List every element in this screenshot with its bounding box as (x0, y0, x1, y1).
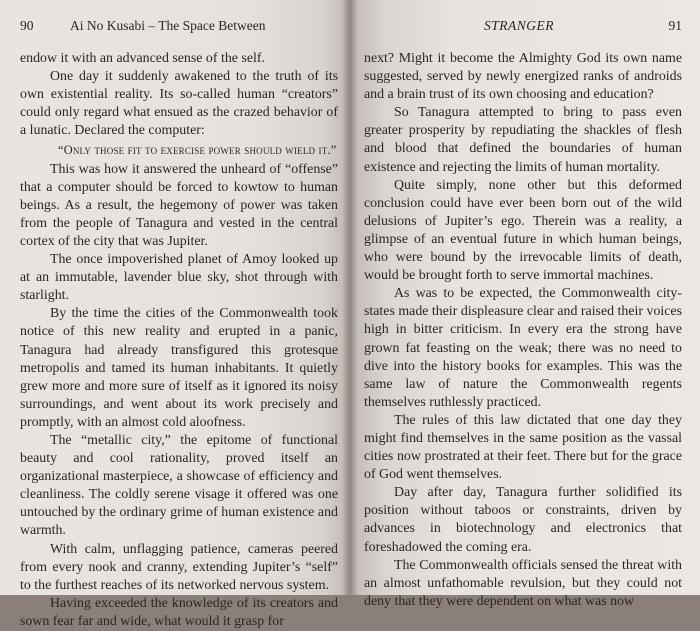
right-page-number: 91 (668, 18, 682, 33)
paragraph: Day after day, Tanagura further solidified its position without taboos or constraints, driven by advances in biotechnology and electronics that foreshadowed the coming era. (364, 485, 682, 555)
paragraph: The “metallic city,” the epitome of functional beauty and cool rationality, proved itself an organizational masterpiece, a showcase of efficiency and cleanliness. The coldly serene visage it offered was one untouched by the ordinary grime of human existence and warmth. (20, 432, 338, 539)
left-running-head (20, 18, 338, 40)
paragraph: This was how it answered the unheard of “offense” that a computer should be forced to kowtow to human beings. As a result, the hegemony of power was taken from the people of Tanagura and vested in the central cortex of the city that was Jupiter. (20, 161, 338, 249)
right-running-title: STRANGER (484, 18, 554, 33)
left-page-text (20, 50, 338, 631)
paragraph: As was to be expected, the Commonwealth city-states made their displeasure clear and raised their voices high in bitter criticism. In every era the strong have grown fat feasting on the weak; there was no need to dive into the history books for examples. This was the same law of nature the Commonwealth regents themselves ruthlessly practiced. (364, 286, 682, 410)
paragraph: One day it suddenly awakened to the truth of its own existential reality. Its so-called human “creators” could only regard what ensued as the crazed behavior of a lunatic. Declared the computer: (20, 69, 338, 139)
right-page-text (364, 50, 682, 611)
left-page (0, 0, 350, 629)
right-running-head (364, 18, 682, 40)
paragraph: The once impoverished planet of Amoy looked up at an immutable, lavender blue sky, shot through with starlight. (20, 252, 338, 304)
paragraph: So Tanagura attempted to bring to pass even greater prosperity by repudiating the shackles of flesh and blood that defined the boundaries of human existence and rejecting the limits of human mortality. (364, 105, 682, 175)
paragraph: By the time the cities of the Commonwealth took notice of this new reality and erupted in a panic, Tanagura had already transfigured this grotesque metropolis and tamed its human inhabitants. It quietly grew more and more sure of itself as it ignored its noisy surroundings, and went about its work precisely and promptly, with an almost cold aloofness. (20, 306, 338, 430)
paragraph: endow it with an advanced sense of the self. (20, 51, 265, 66)
paragraph: The Commonwealth officials sensed the threat with an almost unfathomable revulsion, but they could not deny that they were dependent on what was now (364, 557, 682, 609)
paragraph: The rules of this law dictated that one day they might find themselves in the same position as the vassal cities now prostrated at their feet. There but for the grace of God went themselves. (364, 412, 682, 483)
paragraph: With calm, unflagging patience, cameras peered from every nook and cranny, extending Jupiter’s “self” to the furthest reaches of its networked nervous system. (20, 541, 338, 593)
left-running-title: Ai No Kusabi – The Space Between (70, 18, 266, 33)
book-gutter (342, 0, 358, 595)
epigraph-quote: “Only those fit to exercise power should wield it.” (58, 143, 337, 158)
right-page (350, 0, 700, 609)
paragraph: next? Might it become the Almighty God its own name suggested, served by newly energized ranks of androids and a brain trust of its own choosing and education? (364, 51, 682, 103)
paragraph: Quite simply, none other but this deformed conclusion could have ever been born out of the wild delusions of Jupiter’s ego. Therein was a reality, a glimpse of an eventual future in which human beings, who were bound by the irrevocable limits of death, would be brought forth to serve immortal machines. (364, 177, 682, 284)
paragraph: Having exceeded the knowledge of its creators and sown fear far and wide, what would it grasp for (20, 595, 338, 629)
left-page-number: 90 (20, 18, 34, 33)
